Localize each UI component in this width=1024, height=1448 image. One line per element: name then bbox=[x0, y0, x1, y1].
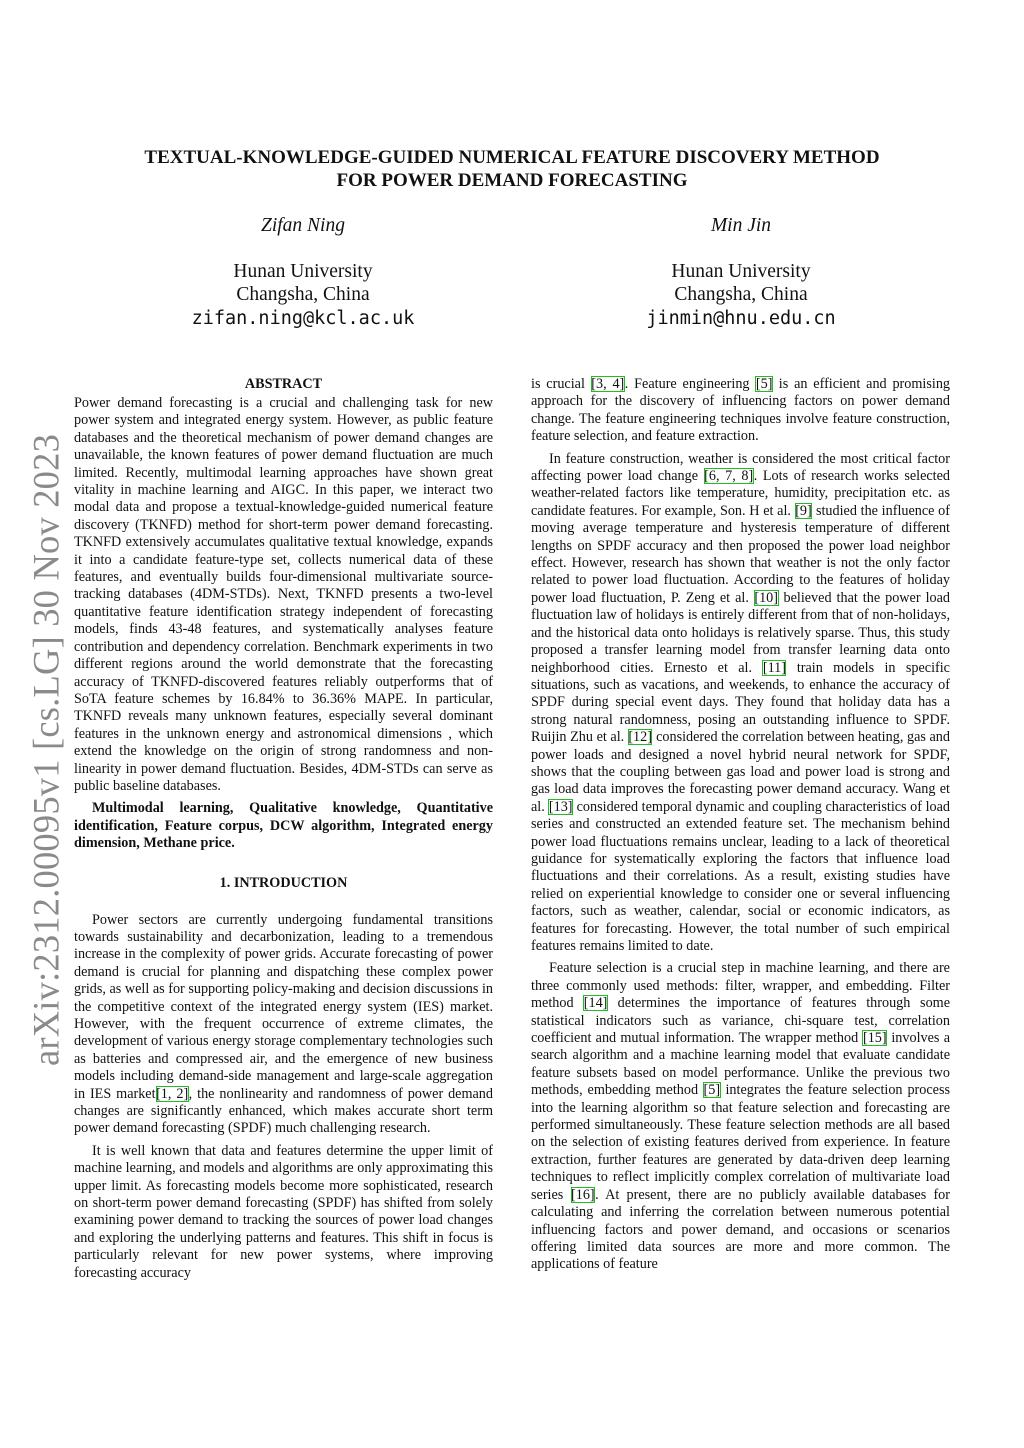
intro-paragraph-1: Power sectors are currently undergoing fundamental transitions towards sustainability and decarbonization, leading to a tremendous increase in the complexity of power grids. Accurate forecasting of power demand is crucial for planning and dispatching these complex power grids, as well as for supporting policy-making and decision discussions in the competitive context of the integrated energy system (IES) market. However, with the frequent occurrence of extreme climates, the development of various energy storage complementary technologies such as batteries and compressed air, and the emergence of new business models including demand-side management and large-scale aggregation in IES market[1, 2], the nonlinearity and randomness of power demand changes are significantly enhanced, which makes accurate short term power demand forecasting (SPDF) much challenging research. bbox=[74, 911, 493, 1137]
intro-paragraph-2: It is well known that data and features determine the upper limit of machine learning, and models and algorithms are only approximating this upper limit. As forecasting models become more sophisticated, research on short-term power demand forecasting (SPDF) has shifted from solely examining power demand to tracking the sources of power load changes and exploring the underlying patterns and features. This shift in focus is particularly relevant for new power systems, where improving forecasting accuracy bbox=[74, 1142, 493, 1281]
keywords: Multimodal learning, Qualitative knowledge, Quantitative identification, Feature corpus, DCW algorithm, Integrated energy dimension, Methane price. bbox=[74, 800, 493, 852]
citation-link[interactable]: [9] bbox=[795, 502, 812, 519]
citation-link[interactable]: [10] bbox=[754, 589, 778, 606]
author-location: Changsha, China bbox=[674, 284, 808, 305]
author-name: Min Jin bbox=[710, 215, 772, 236]
arxiv-identifier: arXiv:2312.00095v1 [cs.LG] 30 Nov 2023 bbox=[25, 433, 67, 1067]
citation-link[interactable]: [11] bbox=[762, 659, 786, 676]
citation-link[interactable]: [14] bbox=[583, 995, 608, 1012]
arxiv-sidebar-stamp bbox=[22, 430, 70, 1070]
author-email[interactable]: zifan.ning@kcl.ac.uk bbox=[191, 308, 415, 329]
right-column bbox=[531, 376, 950, 1274]
paragraph-feature-construction: In feature construction, weather is considered the most critical factor affecting power load change [6, 7, 8]. Lots of research works selected weather-related factors like temperature, humidity, precipitation etc. as candidate features. For example, Son. H et al. [9] studied the influence of moving average temperature and hysteresis temperature of different lengths on SPDF accuracy and then proposed the power load neighbor effect. However, research has shown that weather is not the only factor related to power load fluctuation. According to the features of holiday power load fluctuation, P. Zeng et al. [10] believed that the power load fluctuation law of holidays is entirely different from that of non-holidays, and the historical data onto holidays is relatively sparse. Thus, this study proposed a transfer learning model from transfer learning data onto neighborhood cities. Ernesto et al. [11] train models in specific situations, such as vacations, and weekends, to enhance the accuracy of SPDF during special event days. They found that holiday data has a strong natural randomness, posing an outstanding influence to SPDF. Ruijin Zhu et al. [12] considered the correlation between heating, gas and power loads and designed a novel hybrid neural network for SPDF, shows that the coupling between gas load and power load is strong and gas load data improves the forecasting power demand accuracy. Wang et al. [13] considered temporal dynamic and coupling characteristics of load series and constructed an extended feature set. The mechanism behind power load fluctuations remains unclear, leading to a lack of theoretical guidance for systematically exploring the factors that influence load fluctuations and their correlations. As a result, existing studies have relied on experiential knowledge to consider one or several influencing factors, such as weather, calendar, social or economic indicators, as features for forecasting. However, the total number of such empirical features remains limited to date. bbox=[531, 450, 951, 954]
citation-link[interactable]: [5] bbox=[755, 376, 773, 392]
paragraph-feature-engineering: is crucial [3, 4]. Feature engineering [5] is an efficient and promising approach for the discovery of influencing factors on power demand change. The feature engineering techniques involve feature construction, feature selection, and feature extraction. bbox=[531, 376, 951, 445]
paragraph-feature-selection: Feature selection is a crucial step in machine learning, and there are three commonly used methods: filter, wrapper, and embedding. Filter method [14] determines the importance of features through some statistical indicators such as variance, chi-square test, correlation coefficient and mutual information. The wrapper method [15] involves a search algorithm and a machine learning model that evaluate candidate feature subsets based on model performance. Unlike the previous two methods, embedding method [5] integrates the feature selection process into the learning algorithm so that feature selection and forecasting are performed simultaneously. These feature selection methods are all based on the selection of existing features derived from experience. In feature extraction, further features are generated by data-driven deep learning techniques to reflect implicitly complex correlation of multivariate load series [16]. At present, there are no publicly available databases for calculating and inferring the correlation between numerous potential influencing factors and power demand, and occasions or scenarios offering limited data sources are more and more common. The applications of feature bbox=[531, 960, 951, 1273]
title-line-2: FOR POWER DEMAND FORECASTING bbox=[336, 170, 688, 191]
abstract-text: Power demand forecasting is a crucial and challenging task for new power system and integrated energy system. However, as public feature databases and the theoretical mechanism of power demand changes are unavailable, the known features of power demand fluctuation are much limited. Recently, multimodal learning approaches have shown great vitality in machine learning and AIGC. In this paper, we interact two modal data and propose a textual-knowledge-guided numerical feature discovery (TKNFD) method for short-term power demand forecasting. TKNFD extensively accumulates qualitative textual knowledge, expands it into a candidate feature-type set, collects numerical data of these features, and eventually builds four-dimensional multivariate source-tracking databases (4DM-STDs). Next, TKNFD presents a two-level quantitative feature identification strategy independent of forecasting models, finds 43-48 features, and systematically analyses feature contribution and dependency correlation. Benchmark experiments in two different regions around the world demonstrate that the forecasting accuracy of TKNFD-discovered features reliably outperforms that of SoTA feature schemes by 16.84% to 36.36% MAPE. In particular, TKNFD reveals many unknown features, especially several dominant features in the unknown energy and astronomical dimensions , which extend the knowledge on the origin of strong randomness and non-linearity in power demand fluctuation. Besides, 4DM-STDs can serve as public baseline databases. bbox=[74, 395, 493, 794]
title-line-1: TEXTUAL-KNOWLEDGE-GUIDED NUMERICAL FEATURE DISCOVERY METHOD bbox=[144, 147, 880, 168]
author-block-2 bbox=[591, 214, 891, 331]
abstract-heading: ABSTRACT bbox=[244, 376, 323, 392]
paper-title bbox=[74, 146, 950, 192]
citation-link[interactable]: [5] bbox=[703, 1082, 721, 1099]
author-affiliation: Hunan University bbox=[233, 261, 373, 282]
citation-link[interactable]: [6, 7, 8] bbox=[704, 468, 754, 485]
left-column bbox=[74, 376, 493, 1282]
author-email[interactable]: jinmin@hnu.edu.cn bbox=[646, 308, 836, 329]
author-name: Zifan Ning bbox=[261, 215, 345, 236]
author-affiliation: Hunan University bbox=[671, 261, 811, 282]
citation-link[interactable]: [13] bbox=[548, 798, 573, 815]
citation-link[interactable]: [3, 4] bbox=[591, 376, 625, 392]
citation-link[interactable]: [1, 2] bbox=[156, 1085, 189, 1102]
citation-link[interactable]: [12] bbox=[628, 729, 652, 746]
citation-link[interactable]: [15] bbox=[862, 1030, 887, 1047]
author-block-1 bbox=[153, 214, 453, 331]
citation-link[interactable]: [16] bbox=[571, 1186, 595, 1203]
section-heading-introduction: 1. INTRODUCTION bbox=[219, 874, 348, 891]
author-location: Changsha, China bbox=[236, 284, 370, 305]
